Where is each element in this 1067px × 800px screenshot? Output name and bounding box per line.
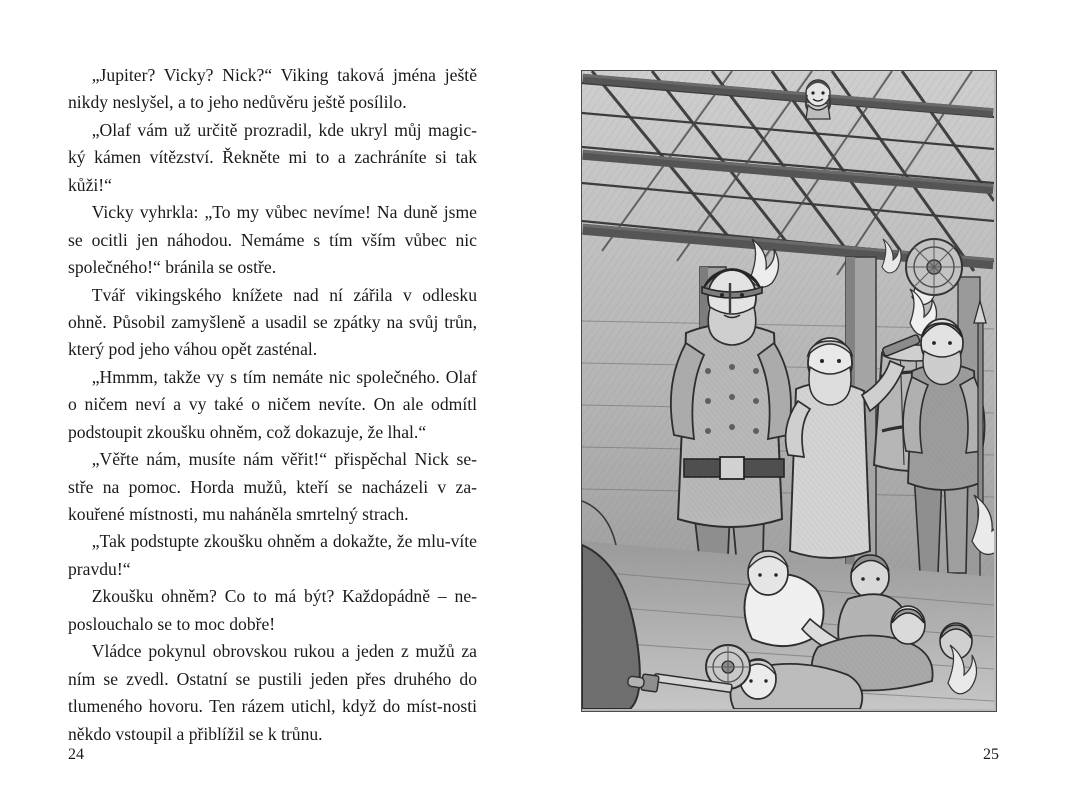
paragraph: „Tak podstupte zkoušku ohněm a dokažte, že mlu-víte pravdu!“ <box>68 531 477 579</box>
page-number-right: 25 <box>983 746 999 763</box>
paragraph: „Hmmm, takže vy s tím nemáte nic společného. Olaf o ničem neví a vy také o ničem nevíte. On ale odmítl podstoupit zkoušku ohněm, což dokazuje, že lhal.“ <box>68 366 477 442</box>
page-number-left: 24 <box>68 746 84 763</box>
viking-hall-illustration <box>581 70 997 712</box>
illustration-artwork <box>582 71 994 709</box>
paragraph: „Jupiter? Vicky? Nick?“ Viking taková jména ještě nikdy neslyšel, a to jeho nedůvěru ještě posílilo. <box>68 65 477 113</box>
left-page <box>0 0 533 800</box>
left-page-body-text <box>68 62 477 748</box>
paragraph: Tvář vikingského knížete nad ní zářila v odlesku ohně. Působil zamyšleně a usadil se zpátky na svůj trůn, který pod jeho váhou opět zasténal. <box>68 284 477 360</box>
paragraph: „Věřte nám, musíte nám věřit!“ přispěchal Nick se-stře na pomoc. Horda mužů, kteří se nacházeli v za-kouřené místnosti, mu naháněla smrtelný strach. <box>68 449 477 524</box>
paragraph: Vládce pokynul obrovskou rukou a jeden z mužů za ním se zvedl. Ostatní se pustili jeden přes druhého do tlumeného hovoru. Ten rázem utichl, když do míst-nosti někdo vstoupil a přiblížil se k trůnu. <box>68 641 477 744</box>
paragraph: Zkoušku ohněm? Co to má být? Každopádně – ne-poslouchalo se to moc dobře! <box>68 586 477 634</box>
paragraph: „Olaf vám už určitě prozradil, kde ukryl můj magic-ký kámen vítězství. Řekněte mi to a zachráníte si tak kůži!“ <box>68 119 477 195</box>
right-page <box>533 0 1067 800</box>
paragraph: Vicky vyhrkla: „To my vůbec nevíme! Na duně jsme se ocitli jen náhodou. Nemáme s tím vším vůbec nic společného!“ bránila se ostře. <box>68 202 477 278</box>
